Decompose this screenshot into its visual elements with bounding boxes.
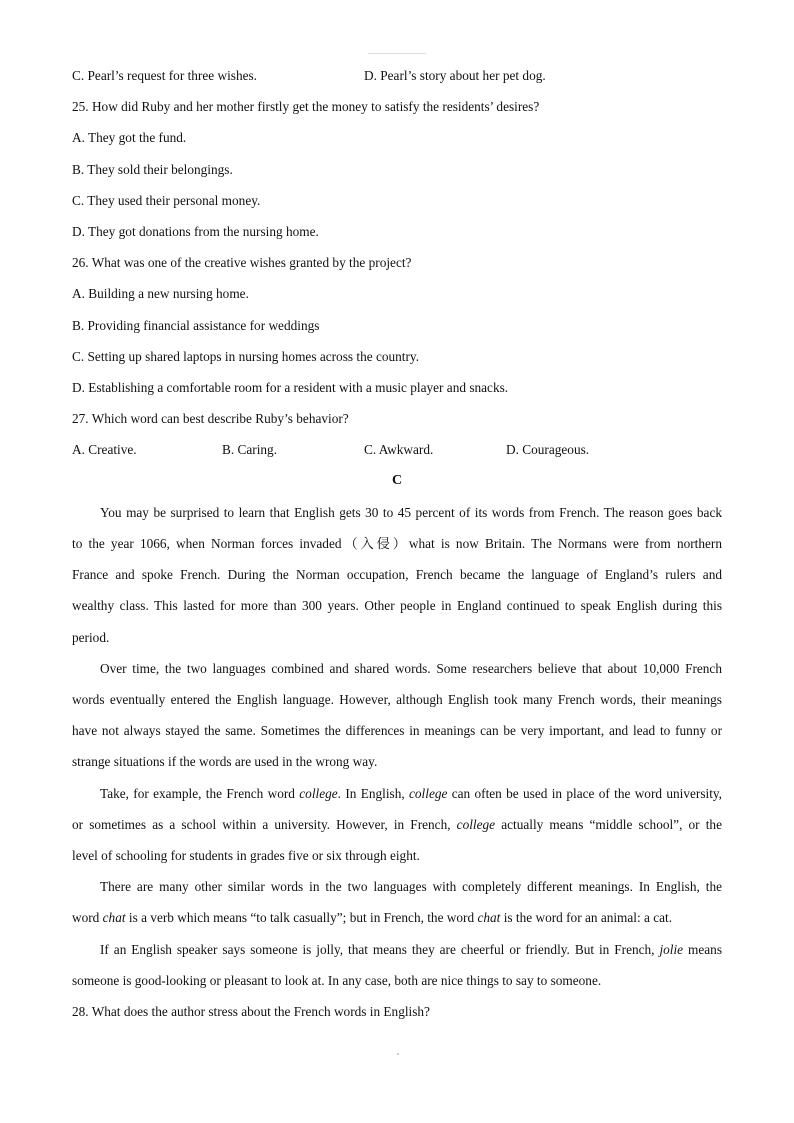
p1-line-3: France and spoke French. During the Norman occupation, French became the language of England’s rulers and: [72, 567, 722, 582]
p3-line-2: [72, 816, 722, 834]
q26-option-a: A. Building a new nursing home.: [72, 286, 249, 301]
p3-term-college-2: college: [409, 786, 448, 801]
q25-question: 25. How did Ruby and her mother firstly get the money to satisfy the residents’ desires?: [72, 99, 540, 114]
p3-term-college: college: [299, 786, 338, 801]
p1-line-5: period.: [72, 630, 110, 645]
p2-line-2: words eventually entered the English language. However, although English took many French words, their meanings: [72, 692, 722, 707]
q27-option-d: D. Courageous.: [506, 442, 590, 457]
p1-line-2: to the year 1066, when Norman forces invaded（入侵）what is now Britain. The Normans were from northern: [72, 536, 722, 551]
p3-text-2a: or sometimes as a school within a university. However, in French,: [72, 817, 457, 832]
q28-question: 28. What does the author stress about the French words in English?: [72, 1004, 430, 1019]
p4-term-chat: chat: [102, 910, 126, 925]
p5-term-jolie: jolie: [659, 942, 684, 957]
p1-line-1: You may be surprised to learn that English gets 30 to 45 percent of its words from French. The reason goes back: [100, 505, 722, 520]
p3-term-college-3: college: [456, 817, 496, 832]
p4-term-chat-2: chat: [477, 910, 501, 925]
q27-option-c: C. Awkward.: [364, 442, 434, 457]
q25-option-a: A. They got the fund.: [72, 130, 187, 145]
p2-line-4: strange situations if the words are used in the wrong way.: [72, 754, 378, 769]
section-heading: C: [391, 473, 403, 488]
p3-text-2c: actually means “middle school”, or the: [495, 817, 722, 832]
p5-text-c: means: [683, 942, 723, 957]
p5-line-2: someone is good-looking or pleasant to look at. In any case, both are nice things to say to someone.: [72, 973, 602, 988]
q27-option-a: A. Creative.: [72, 442, 137, 457]
p3-text-c: . In English,: [337, 786, 409, 801]
header-mark: [368, 53, 426, 54]
q24-option-d: D. Pearl’s story about her pet dog.: [364, 68, 546, 83]
p2-line-3: have not always stayed the same. Sometimes the differences in meanings can be very important, and lead to funny or: [72, 723, 722, 738]
q26-question: 26. What was one of the creative wishes granted by the project?: [72, 255, 412, 270]
p4-line-2: [72, 909, 672, 927]
q25-option-d: D. They got donations from the nursing home.: [72, 224, 319, 239]
q24-option-c: C. Pearl’s request for three wishes.: [72, 68, 258, 83]
p3-text-a: Take, for example, the French word: [100, 786, 300, 801]
q26-option-b: B. Providing financial assistance for weddings: [72, 318, 320, 333]
p2-line-1: Over time, the two languages combined and shared words. Some researchers believe that about 10,000 French: [100, 661, 722, 676]
p5-text-a: If an English speaker says someone is jolly, that means they are cheerful or friendly. But in French,: [100, 942, 660, 957]
q27-option-b: B. Caring.: [222, 442, 278, 457]
p5-line-1: [100, 941, 722, 959]
q25-option-c: C. They used their personal money.: [72, 193, 261, 208]
footer-mark: [397, 1053, 399, 1055]
p1-line-4: wealthy class. This lasted for more than 300 years. Other people in England continued to speak English during this: [72, 598, 722, 613]
p3-line-3: level of schooling for students in grades five or six through eight.: [72, 848, 420, 863]
p3-line-1: [100, 785, 722, 803]
p3-text-e: can often be used in place of the word university,: [447, 786, 722, 801]
p4-text-c: is a verb which means “to talk casually”; but in French, the word: [125, 910, 478, 925]
q26-option-d: D. Establishing a comfortable room for a resident with a music player and snacks.: [72, 380, 509, 395]
p4-text-a: word: [72, 910, 103, 925]
q27-question: 27. Which word can best describe Ruby’s behavior?: [72, 411, 349, 426]
p4-text-e: is the word for an animal: a cat.: [500, 910, 673, 925]
q25-option-b: B. They sold their belongings.: [72, 162, 233, 177]
p4-line-1: There are many other similar words in the two languages with completely different meanings. In English, the: [100, 879, 722, 894]
q26-option-c: C. Setting up shared laptops in nursing homes across the country.: [72, 349, 420, 364]
